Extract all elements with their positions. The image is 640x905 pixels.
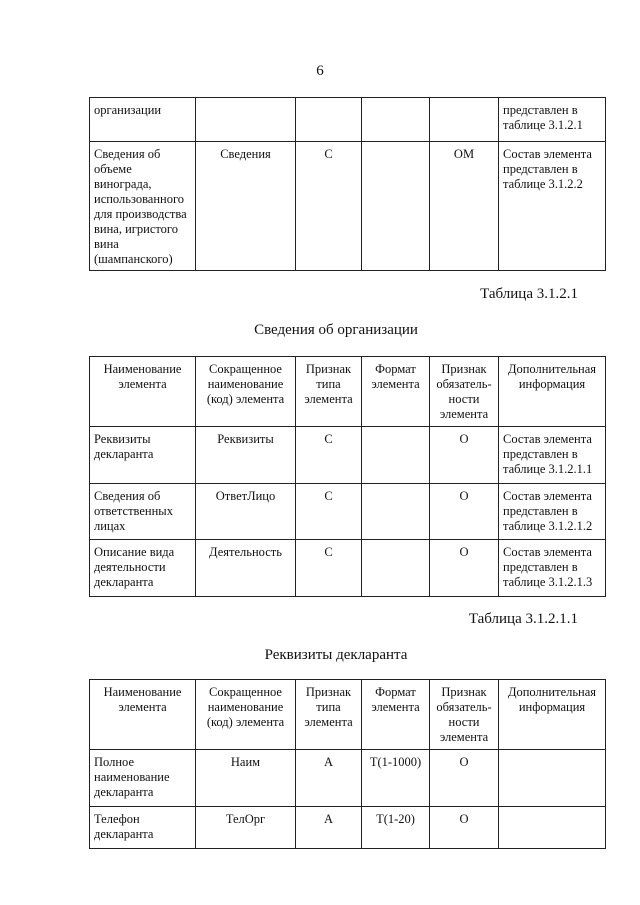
cell-code: Деятельность <box>196 540 296 597</box>
organization-table <box>89 356 606 597</box>
table-row <box>90 540 606 597</box>
cell-required: О <box>430 540 499 597</box>
cell-required: О <box>430 427 499 484</box>
cell-format: Т(1-1000) <box>362 750 430 807</box>
cell-format: Т(1-20) <box>362 807 430 849</box>
cell-name: Телефон декларанта <box>90 807 196 849</box>
cell-code: ТелОрг <box>196 807 296 849</box>
table-header-row <box>90 680 606 750</box>
cell-format <box>362 98 430 142</box>
cell-name: Реквизиты декларанта <box>90 427 196 484</box>
table-row <box>90 484 606 540</box>
header-info: Дополнительная информация <box>499 357 606 427</box>
declarant-table <box>89 679 606 849</box>
header-info: Дополнительная информация <box>499 680 606 750</box>
table-title: Сведения об организации <box>254 322 418 338</box>
cell-name: Сведения об ответственных лицах <box>90 484 196 540</box>
cell-required <box>430 98 499 142</box>
page-number: 6 <box>316 63 324 79</box>
header-type: Признак типа элемента <box>296 357 362 427</box>
cell-format <box>362 142 430 271</box>
cell-name: организации <box>90 98 196 142</box>
cell-name: Сведения об объеме винограда, использованного для производства вина, игристого вина (шампанского) <box>90 142 196 271</box>
cell-code: Реквизиты <box>196 427 296 484</box>
header-name: Наименование элемента <box>90 357 196 427</box>
cell-info: Состав элемента представлен в таблице 3.1.2.1.1 <box>499 427 606 484</box>
cell-code <box>196 98 296 142</box>
header-code: Сокращенное наименование (код) элемента <box>196 357 296 427</box>
header-name: Наименование элемента <box>90 680 196 750</box>
cell-type: С <box>296 142 362 271</box>
table-reference: Таблица 3.1.2.1 <box>480 286 578 302</box>
header-format: Формат элемента <box>362 680 430 750</box>
cell-format <box>362 427 430 484</box>
cell-type <box>296 98 362 142</box>
cell-info: Состав элемента представлен в таблице 3.1.2.1.3 <box>499 540 606 597</box>
cell-format <box>362 484 430 540</box>
cell-type: А <box>296 750 362 807</box>
cell-type: А <box>296 807 362 849</box>
header-type: Признак типа элемента <box>296 680 362 750</box>
cell-required: ОМ <box>430 142 499 271</box>
table-row <box>90 807 606 849</box>
header-code: Сокращенное наименование (код) элемента <box>196 680 296 750</box>
cell-required: О <box>430 750 499 807</box>
table-row <box>90 98 606 142</box>
cell-name: Полное наименование декларанта <box>90 750 196 807</box>
header-required: Признак обязатель-ности элемента <box>430 357 499 427</box>
cell-required: О <box>430 807 499 849</box>
cell-info <box>499 807 606 849</box>
table-row <box>90 750 606 807</box>
table-title: Реквизиты декларанта <box>264 647 408 663</box>
table-header-row <box>90 357 606 427</box>
header-required: Признак обязатель-ности элемента <box>430 680 499 750</box>
cell-info: Состав элемента представлен в таблице 3.1.2.1.2 <box>499 484 606 540</box>
cell-code: ОтветЛицо <box>196 484 296 540</box>
cell-format <box>362 540 430 597</box>
continuation-table <box>89 97 606 271</box>
table-row <box>90 427 606 484</box>
cell-code: Сведения <box>196 142 296 271</box>
cell-code: Наим <box>196 750 296 807</box>
cell-info <box>499 750 606 807</box>
cell-type: С <box>296 484 362 540</box>
cell-name: Описание вида деятельности декларанта <box>90 540 196 597</box>
cell-type: С <box>296 540 362 597</box>
cell-info: представлен в таблице 3.1.2.1 <box>499 98 606 142</box>
cell-required: О <box>430 484 499 540</box>
table-row <box>90 142 606 271</box>
header-format: Формат элемента <box>362 357 430 427</box>
cell-info: Состав элемента представлен в таблице 3.1.2.2 <box>499 142 606 271</box>
table-reference: Таблица 3.1.2.1.1 <box>468 611 578 627</box>
cell-type: С <box>296 427 362 484</box>
